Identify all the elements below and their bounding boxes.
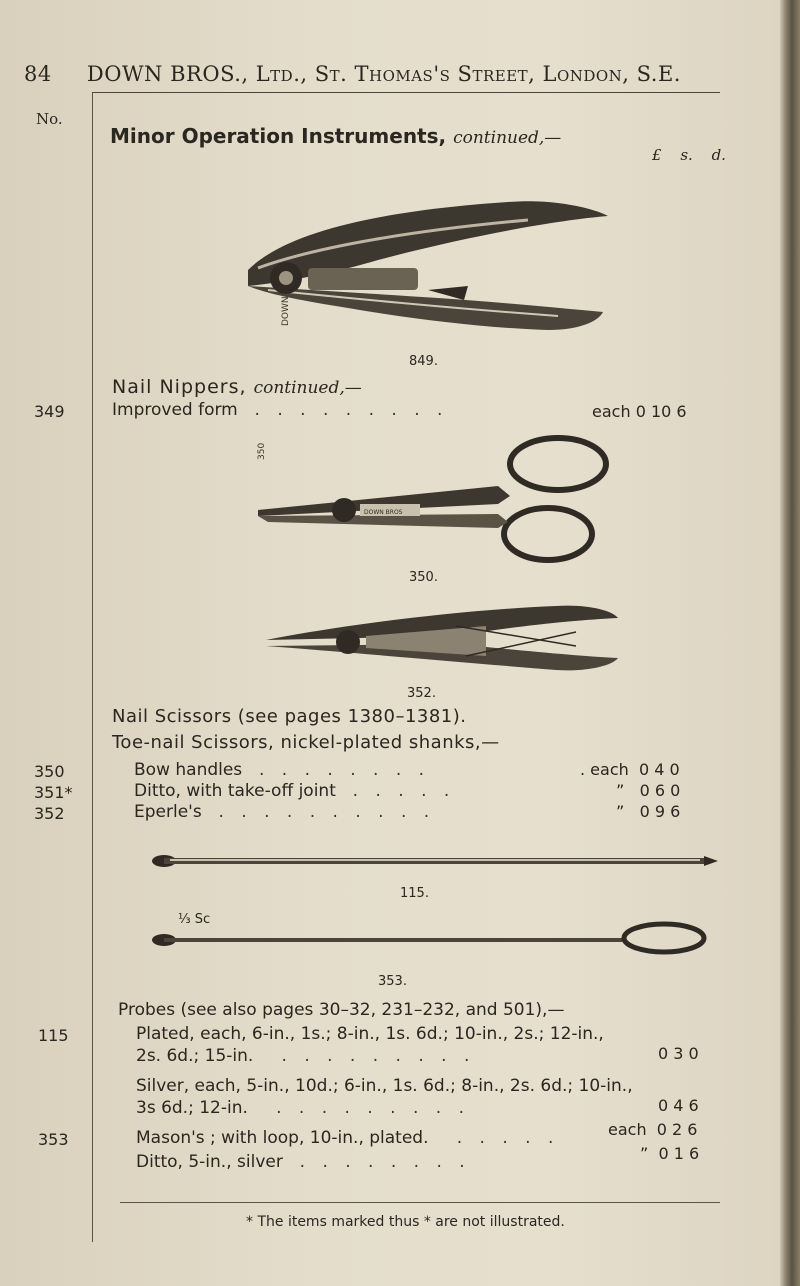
probe-115-illustration (150, 848, 720, 874)
figure-350-caption: 350. (409, 570, 438, 585)
item-number-352: 352 (34, 804, 65, 823)
pence-head: d. (711, 146, 726, 164)
probes-silver-line-1: Silver, each, 5-in., 10d.; 6-in., 1s. 6d.; 8-in., 2s. 6d.; 10-in., (136, 1076, 633, 1096)
probes-plated-price: 0 3 0 (658, 1044, 699, 1063)
item-350-price: . each 0 4 0 (580, 760, 680, 779)
item-number-115: 115 (38, 1026, 69, 1045)
svg-text:350: 350 (257, 442, 267, 460)
mason-probe-label: Mason's ; with loop, 10-in., plated. . . . . . (136, 1128, 560, 1148)
item-349-label: Improved form . . . . . . . . . (112, 400, 449, 420)
figure-352-caption: 352. (407, 686, 436, 701)
probe-353-illustration (150, 920, 720, 956)
pounds-head: £ (652, 146, 662, 164)
probes-silver-price: 0 4 6 (658, 1096, 699, 1115)
eperle-scissors-illustration (256, 596, 626, 686)
item-number-351: 351* (34, 783, 73, 802)
column-heading-no: No. (36, 110, 63, 128)
page-header-title: DOWN BROS., Ltd., St. Thomas's Street, London, S.E. (86, 62, 681, 86)
header-rule (92, 92, 720, 93)
nail-scissors-title: Nail Scissors (see pages 1380–1381). (112, 706, 467, 727)
item-352-price: ” 0 9 6 (616, 802, 681, 821)
page-number: 84 (24, 62, 52, 86)
item-number-349: 349 (34, 402, 65, 421)
currency-heads (652, 146, 726, 164)
silver-probe-label: Ditto, 5-in., silver . . . . . . . . (136, 1152, 471, 1172)
nail-nippers-title: Nail Nippers, continued,— (112, 376, 362, 398)
item-350-label: Bow handles . . . . . . . . (134, 760, 431, 780)
item-352-label: Eperle's . . . . . . . . . . (134, 802, 436, 822)
bow-handle-scissors-illustration (248, 430, 618, 570)
probes-title: Probes (see also pages 30–32, 231–232, and 501),— (118, 1000, 565, 1020)
svg-text:DOWN BROS: DOWN BROS (364, 509, 403, 516)
item-number-350: 350 (34, 762, 65, 781)
probes-plated-line-1: Plated, each, 6-in., 1s.; 8-in., 1s. 6d.; 10-in., 2s.; 12-in., (136, 1024, 604, 1044)
svg-text:DOWN: DOWN (281, 296, 291, 326)
toe-nail-scissors-subtitle: Toe-nail Scissors, nickel-plated shanks,— (112, 732, 500, 753)
shillings-head: s. (680, 146, 693, 164)
footnote-rule (120, 1202, 720, 1203)
probes-plated-line-2: 2s. 6d.; 15-in. . . . . . . . . . (136, 1046, 476, 1066)
section-continued: continued,— (453, 128, 562, 148)
item-number-353: 353 (38, 1130, 69, 1149)
column-rule (92, 92, 93, 1242)
item-351-label: Ditto, with take-off joint . . . . . (134, 781, 456, 801)
nail-nipper-illustration (228, 190, 618, 350)
silver-probe-price: ” 0 1 6 (640, 1144, 700, 1163)
item-351-price: ” 0 6 0 (616, 781, 681, 800)
probes-silver-line-2: 3s 6d.; 12-in. . . . . . . . . . (136, 1098, 470, 1118)
section-title: Minor Operation Instruments, continued,— (110, 124, 562, 148)
footnote: * The items marked thus * are not illustrated. (246, 1214, 565, 1230)
item-349-price: each 0 10 6 (592, 402, 687, 421)
page-header (24, 62, 681, 86)
figure-353-caption: 353. (378, 974, 407, 989)
figure-115-caption: 115. (400, 886, 429, 901)
figure-849-caption: 849. (409, 354, 438, 369)
nail-nippers-continued: continued,— (253, 378, 362, 398)
mason-probe-price: each 0 2 6 (608, 1120, 698, 1139)
scale-note: ⅓ Sc (178, 912, 211, 927)
book-edge (780, 0, 800, 1286)
